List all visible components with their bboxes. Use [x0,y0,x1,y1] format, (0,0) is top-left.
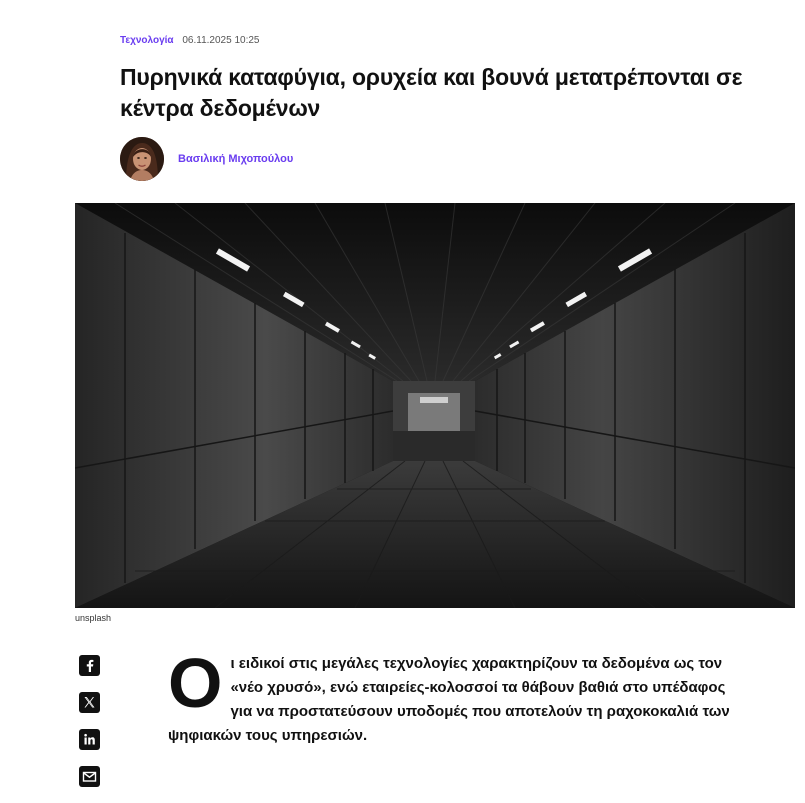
share-linkedin-button[interactable] [79,729,100,750]
author-avatar[interactable] [120,137,164,181]
share-bar [79,655,101,803]
drop-cap: Ο [168,644,223,722]
share-x-button[interactable] [79,692,100,713]
article-title: Πυρηνικά καταφύγια, ορυχεία και βουνά μετατρέπονται σε κέντρα δεδομένων [120,64,743,121]
image-caption: unsplash [75,613,112,623]
share-facebook-button[interactable] [79,655,100,676]
author-name-link[interactable]: Βασιλική Μιχοπούλου [178,153,294,165]
article-lead [168,644,738,748]
hero-image [75,203,795,608]
category-link[interactable]: Τεχνολογία [120,35,174,46]
x-icon [79,692,100,713]
share-email-button[interactable] [79,766,100,787]
facebook-icon [79,655,100,676]
author-block [120,136,293,182]
publish-date: 06.11.2025 10:25 [182,35,260,46]
email-icon [79,766,100,787]
article-meta [120,34,259,48]
linkedin-icon [79,729,100,750]
lead-paragraph: ι ειδικοί στις μεγάλες τεχνολογίες χαρακτηρίζουν τα δεδομένα ως τον «νέο χρυσό», ενώ εταιρείες-κολοσσοί τα θάβουν βαθιά στο υπέδαφος για να προστατεύσουν υποδομές που αποτελούν τη ραχοκοκαλιά των ψηφιακών τους υπηρεσιών. [168,655,730,744]
